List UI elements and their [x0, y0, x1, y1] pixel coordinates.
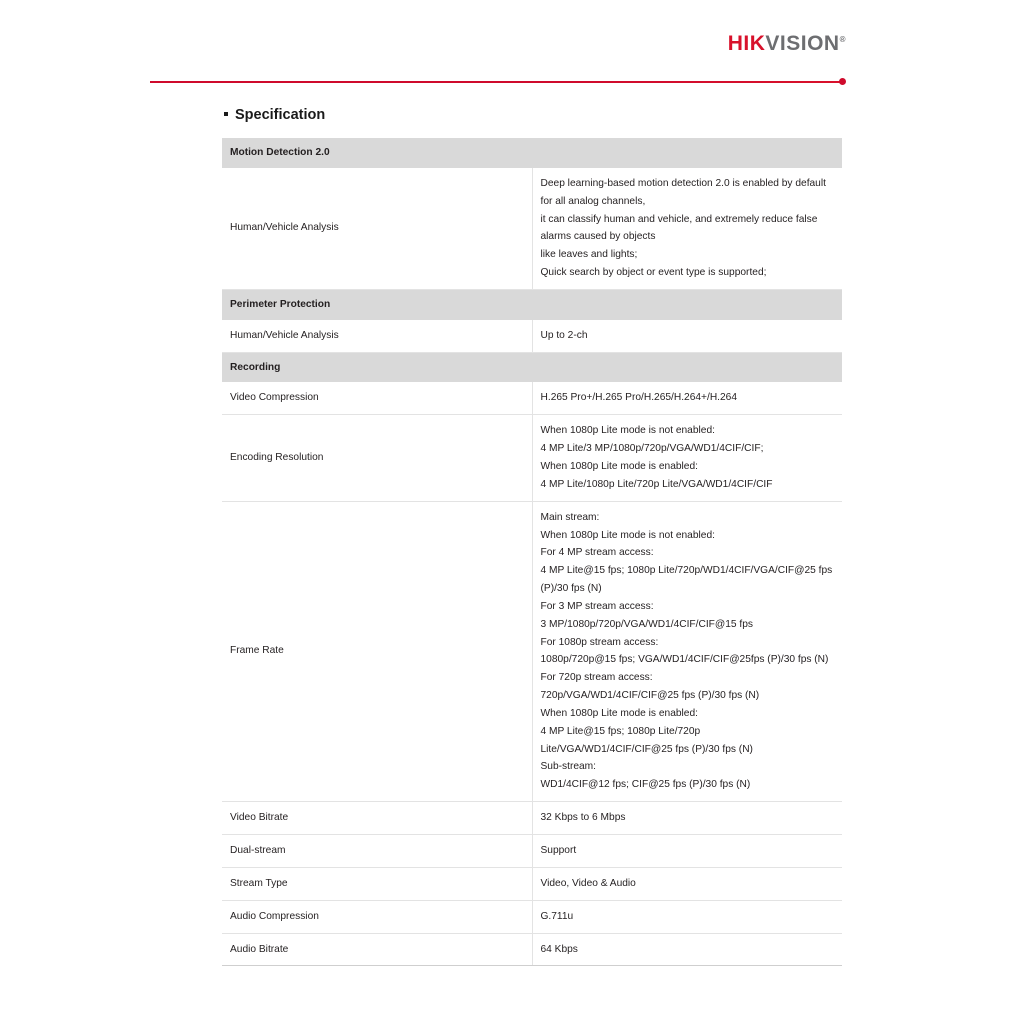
table-value-line: 4 MP Lite@15 fps; 1080p Lite/720p Lite/VGA/WD1/4CIF/CIF@25 fps (P)/30 fps (N)	[540, 725, 753, 755]
table-value-line: Main stream:	[540, 511, 600, 523]
table-row-value	[532, 933, 842, 966]
specification-table	[222, 138, 842, 966]
section-title-label: Specification	[235, 107, 326, 123]
table-row-label: Human/Vehicle Analysis	[222, 320, 532, 352]
table-value-line: For 3 MP stream access:	[540, 600, 654, 612]
table-row-value	[532, 415, 842, 501]
logo-text-hik: HIK	[727, 32, 766, 55]
logo-text-vision: VISION	[765, 32, 840, 55]
table-row	[222, 501, 842, 802]
table-row-value	[532, 382, 842, 414]
table-row	[222, 802, 842, 835]
table-value-line: 1080p/720p@15 fps; VGA/WD1/4CIF/CIF@25fps (P)/30 fps (N)	[540, 654, 829, 666]
table-value-line: 4 MP Lite@15 fps; 1080p Lite/720p/WD1/4CIF/VGA/CIF@25 fps (P)/30 fps (N)	[540, 565, 833, 595]
table-row-label: Stream Type	[222, 867, 532, 900]
table-row-label: Video Bitrate	[222, 802, 532, 835]
table-value-line: When 1080p Lite mode is enabled:	[540, 707, 698, 719]
table-value-line: Video, Video & Audio	[540, 877, 636, 889]
table-group-header	[222, 289, 842, 319]
table-row-label: Encoding Resolution	[222, 415, 532, 501]
table-value-line: For 720p stream access:	[540, 672, 653, 684]
table-value-line: For 4 MP stream access:	[540, 547, 654, 559]
specification-table-body	[222, 138, 842, 966]
table-value-line: 32 Kbps to 6 Mbps	[540, 812, 626, 824]
table-row-value	[532, 320, 842, 352]
table-value-line: 4 MP Lite/1080p Lite/720p Lite/VGA/WD1/4CIF/CIF	[540, 478, 773, 490]
table-value-line: Quick search by object or event type is supported;	[540, 267, 767, 279]
table-value-line: When 1080p Lite mode is not enabled:	[540, 529, 715, 541]
table-value-line: When 1080p Lite mode is enabled:	[540, 460, 698, 472]
table-value-line: Sub-stream:	[540, 761, 596, 773]
table-value-line: Support	[540, 845, 577, 856]
table-row-value	[532, 501, 842, 802]
table-group-label: Recording	[222, 352, 842, 382]
table-value-line: like leaves and lights;	[540, 249, 638, 261]
table-row-label: Frame Rate	[222, 501, 532, 802]
table-row	[222, 835, 842, 868]
header-divider	[150, 78, 846, 86]
divider-dot-icon	[839, 78, 846, 85]
table-value-line: Deep learning-based motion detection 2.0 is enabled by default for all analog channels,	[540, 177, 826, 207]
registered-trademark-icon: ®	[839, 35, 846, 44]
table-value-line: For 1080p stream access:	[540, 636, 659, 648]
table-row-label: Video Compression	[222, 382, 532, 414]
table-value-line: 4 MP Lite/3 MP/1080p/720p/VGA/WD1/4CIF/CIF;	[540, 443, 764, 455]
table-group-header	[222, 352, 842, 382]
table-value-line: 64 Kbps	[540, 943, 578, 955]
table-group-label: Perimeter Protection	[222, 289, 842, 319]
table-row-value	[532, 900, 842, 933]
table-row-label: Audio Bitrate	[222, 933, 532, 966]
table-value-line: Up to 2-ch	[540, 329, 588, 341]
table-value-line: H.265 Pro+/H.265 Pro/H.265/H.264+/H.264	[540, 392, 738, 404]
table-row	[222, 415, 842, 501]
table-row	[222, 867, 842, 900]
table-row	[222, 320, 842, 352]
table-row-label: Human/Vehicle Analysis	[222, 168, 532, 290]
page-title	[224, 107, 325, 123]
hikvision-logo	[728, 32, 846, 56]
table-group-header	[222, 138, 842, 168]
bullet-icon	[224, 112, 228, 116]
table-row-value	[532, 835, 842, 868]
table-group-label: Motion Detection 2.0	[222, 138, 842, 168]
table-value-line: 3 MP/1080p/720p/VGA/WD1/4CIF/CIF@15 fps	[540, 618, 753, 630]
divider-line	[150, 81, 842, 83]
page-header	[0, 0, 1024, 92]
table-row	[222, 168, 842, 290]
table-value-line: 720p/VGA/WD1/4CIF/CIF@25 fps (P)/30 fps (N)	[540, 690, 760, 702]
table-row-label: Audio Compression	[222, 900, 532, 933]
table-value-line: it can classify human and vehicle, and extremely reduce false alarms caused by objects	[540, 213, 818, 243]
table-row	[222, 900, 842, 933]
table-row-label: Dual-stream	[222, 835, 532, 868]
table-value-line: G.711u	[540, 910, 574, 922]
table-row-value	[532, 802, 842, 835]
table-row-value	[532, 168, 842, 290]
table-value-line: When 1080p Lite mode is not enabled:	[540, 425, 715, 437]
table-row	[222, 382, 842, 414]
table-value-line: WD1/4CIF@12 fps; CIF@25 fps (P)/30 fps (N)	[540, 779, 751, 791]
table-row-value	[532, 867, 842, 900]
table-row	[222, 933, 842, 966]
